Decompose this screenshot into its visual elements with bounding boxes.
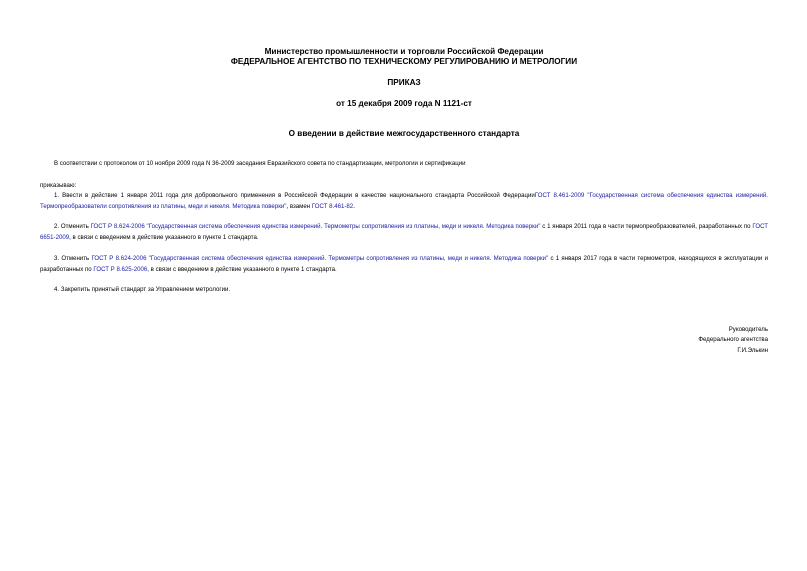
date-number-heading: от 15 декабря 2009 года N 1121-ст (336, 99, 472, 108)
item-3-text-b: с 1 января 2017 года в части термометров, находящихся в эксплуатации и разработанных по (40, 255, 768, 273)
gost-r-8-624-2006-link[interactable]: ГОСТ Р 8.624-2006 "Государственная система обеспечения единства измерений. Термометры сопротивления из платины, меди и никеля. Методика поверки" (90, 223, 541, 230)
item-1-text-b: , взамен (286, 202, 312, 210)
gost-8-461-2009-link[interactable]: ГОСТ 8.461-2009 "Государственная система обеспечения единства измерений. Термопреобразователи сопротивления из платины, меди и никеля. Методика поверки" (40, 192, 768, 210)
signature-position: Руководитель (728, 326, 768, 333)
prikazyvayu-paragraph: приказываю: (40, 182, 77, 189)
signature-name: Г.И.Элькин (737, 347, 768, 354)
gost-r-8-625-2006-link[interactable]: ГОСТ Р 8.625-2006 (93, 265, 148, 273)
document-page (40, 0, 768, 571)
item-1-paragraph (40, 191, 768, 212)
item-3-text-c: , в связи с введением в действие указанного в пункте 1 стандарта. (147, 265, 337, 273)
item-2-paragraph (40, 222, 768, 243)
item-4-paragraph: 4. Закрепить принятый стандарт за Управлением метрологии. (54, 286, 231, 293)
item-1-text-c: . (353, 202, 355, 210)
gost-r-8-624-2006-link-2[interactable]: ГОСТ Р 8.624-2006 "Государственная система обеспечения единства измерений. Термометры сопротивления из платины, меди и никеля. Методика поверки" (91, 255, 549, 262)
ministry-heading: Министерство промышленности и торговли Российской Федерации (264, 47, 544, 56)
item-2-text-a: 2. Отменить (54, 223, 91, 230)
document-title: О введении в действие межгосударственного стандарта (288, 129, 520, 138)
gost-6651-2009-link[interactable]: ГОСТ 6651-2009 (40, 223, 768, 241)
gost-8-461-82-link[interactable]: ГОСТ 8.461-82 (311, 202, 354, 210)
signature-organization: Федерального агентства (698, 336, 768, 343)
doc-type-heading: ПРИКАЗ (387, 78, 421, 87)
agency-heading: ФЕДЕРАЛЬНОЕ АГЕНТСТВО ПО ТЕХНИЧЕСКОМУ РЕГУЛИРОВАНИЮ И МЕТРОЛОГИИ (230, 57, 578, 66)
item-2-text-b: с 1 января 2011 года в части термопреобразователей, разработанных по (540, 223, 753, 230)
item-3-paragraph (40, 254, 768, 275)
item-2-text-c: , в связи с введением в действие указанного в пункте 1 стандарта. (69, 233, 259, 241)
item-3-text-a: 3. Отменить (54, 255, 92, 262)
item-1-text-a: 1. Ввести в действие 1 января 2011 года для добровольного применения в Российской Федерации в качестве национального стандарта Российской Федерации (54, 192, 535, 199)
intro-paragraph: В соответствии с протоколом от 10 ноября 2009 года N 36-2009 заседания Евразийского совета по стандартизации, метрологии и сертификации (54, 160, 466, 167)
